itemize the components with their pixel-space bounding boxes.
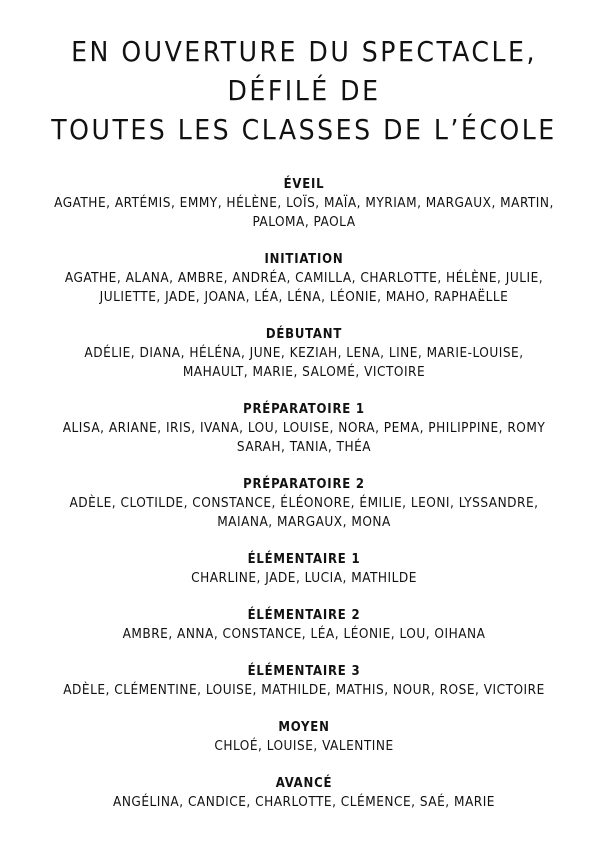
section-names: [0, 737, 608, 756]
section-title: ÉLÉMENTAIRE 3: [247, 664, 361, 679]
section-elementaire-2: [0, 607, 608, 644]
section-title: INITIATION: [264, 252, 344, 267]
section-elementaire-1: [0, 551, 608, 588]
section-title: PRÉPARATOIRE 1: [243, 402, 365, 417]
section-names: [0, 344, 608, 382]
names-line: AGATHE, ALANA, AMBRE, ANDRÉA, CAMILLA, CHARLOTTE, HÉLÈNE, JULIE,: [64, 270, 544, 286]
section-names: [0, 793, 608, 812]
section-title: ÉLÉMENTAIRE 1: [247, 552, 361, 567]
section-title: DÉBUTANT: [265, 327, 343, 342]
title-line: DÉFILÉ DE: [227, 74, 381, 107]
section-names: [0, 269, 608, 307]
names-line: MAIANA, MARGAUX, MONA: [217, 514, 391, 530]
section-names: [0, 194, 608, 232]
names-line: ALISA, ARIANE, IRIS, IVANA, LOU, LOUISE, NORA, PEMA, PHILIPPINE, ROMY: [62, 420, 546, 436]
names-line: AMBRE, ANNA, CONSTANCE, LÉA, LÉONIE, LOU, OIHANA: [122, 626, 486, 642]
section-title: PRÉPARATOIRE 2: [243, 477, 365, 492]
names-line: ADÈLE, CLOTILDE, CONSTANCE, ÉLÉONORE, ÉMILIE, LEONI, LYSSANDRE,: [69, 495, 539, 511]
section-title: MOYEN: [278, 720, 330, 735]
section-elementaire-3: [0, 663, 608, 700]
names-line: ANGÉLINA, CANDICE, CHARLOTTE, CLÉMENCE, SAÉ, MARIE: [113, 794, 495, 810]
section-names: [0, 681, 608, 700]
names-line: AGATHE, ARTÉMIS, EMMY, HÉLÈNE, LOÏS, MAÏA, MYRIAM, MARGAUX, MARTIN,: [54, 195, 554, 211]
title-line: TOUTES LES CLASSES DE L’ÉCOLE: [51, 113, 557, 146]
title-line: EN OUVERTURE DU SPECTACLE,: [71, 35, 537, 68]
names-line: PALOMA, PAOLA: [252, 214, 356, 230]
section-title: ÉLÉMENTAIRE 2: [247, 608, 361, 623]
names-line: JULIETTE, JADE, JOANA, LÉA, LÉNA, LÉONIE, MAHO, RAPHAËLLE: [99, 289, 509, 305]
section-initiation: [0, 251, 608, 307]
page-title: [0, 32, 608, 149]
section-debutant: [0, 326, 608, 382]
section-names: [0, 625, 608, 644]
section-avance: [0, 775, 608, 812]
section-title: AVANCÉ: [275, 776, 333, 791]
section-names: [0, 419, 608, 457]
names-line: ADÉLIE, DIANA, HÉLÉNA, JUNE, KEZIAH, LENA, LINE, MARIE-LOUISE,: [84, 345, 524, 361]
section-moyen: [0, 719, 608, 756]
class-list: [0, 176, 608, 831]
section-names: [0, 569, 608, 588]
names-line: CHARLINE, JADE, LUCIA, MATHILDE: [191, 570, 417, 586]
section-preparatoire-1: [0, 401, 608, 457]
names-line: SARAH, TANIA, THÉA: [236, 439, 372, 455]
section-names: [0, 494, 608, 532]
section-preparatoire-2: [0, 476, 608, 532]
names-line: ADÈLE, CLÉMENTINE, LOUISE, MATHILDE, MATHIS, NOUR, ROSE, VICTOIRE: [63, 682, 545, 698]
names-line: CHLOÉ, LOUISE, VALENTINE: [214, 738, 394, 754]
names-line: MAHAULT, MARIE, SALOMÉ, VICTOIRE: [182, 364, 426, 380]
section-title: ÉVEIL: [283, 177, 325, 192]
section-eveil: [0, 176, 608, 232]
